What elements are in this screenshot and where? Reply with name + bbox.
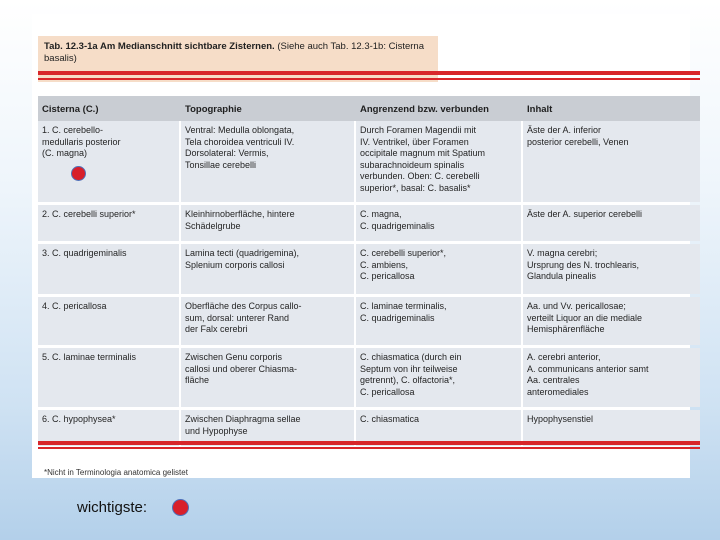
topographie-cell: Zwischen Genu corporis callosi und oberer Chiasma- fläche — [185, 352, 298, 386]
table-body — [38, 121, 700, 451]
column-separator — [521, 297, 523, 345]
cisterna-cell: 1. C. cerebello- medullaris posterior (C. magna) — [42, 125, 121, 159]
cisterna-cell: 2. C. cerebelli superior* — [42, 209, 136, 219]
topographie-cell: Zwischen Diaphragma sellae und Hypophyse — [185, 414, 301, 436]
column-separator — [179, 297, 181, 345]
angrenzend-cell: C. magna, C. quadrigeminalis — [360, 209, 435, 231]
table-row — [38, 121, 700, 202]
table-footnote: *Nicht in Terminologia anatomica gelistet — [44, 468, 188, 477]
column-separator — [179, 121, 181, 202]
column-separator — [521, 348, 523, 407]
cisterna-cell: 3. C. quadrigeminalis — [42, 248, 127, 258]
inhalt-cell: V. magna cerebri; Ursprung des N. trochlearis, Glandula pinealis — [527, 248, 640, 282]
inhalt-cell: A. cerebri anterior, A. communicans anterior samt Aa. centrales anteromediales — [527, 352, 649, 397]
column-separator — [354, 121, 356, 202]
table-row — [38, 348, 700, 407]
angrenzend-cell: C. cerebelli superior*, C. ambiens, C. pericallosa — [360, 248, 447, 282]
bottom-red-rule — [38, 441, 700, 445]
legend-marker-dot — [172, 499, 189, 516]
angrenzend-cell: C. laminae terminalis, C. quadrigeminalis — [360, 301, 447, 323]
angrenzend-cell: C. chiasmatica — [360, 414, 420, 424]
column-separator — [521, 244, 523, 294]
header-angrenzend: Angrenzend bzw. verbunden — [360, 104, 489, 115]
table-row — [38, 244, 700, 294]
table-row — [38, 297, 700, 345]
table-image — [32, 14, 690, 478]
bottom-red-rule-thin — [38, 447, 700, 449]
table-header-row — [38, 96, 700, 121]
column-separator — [179, 244, 181, 294]
header-cisterna: Cisterna (C.) — [42, 104, 99, 115]
topographie-cell: Oberfläche des Corpus callo- sum, dorsal: unterer Rand der Falx cerebri — [185, 301, 302, 335]
column-separator — [521, 205, 523, 241]
column-separator — [179, 205, 181, 241]
topographie-cell: Lamina tecti (quadrigemina), Splenium corporis callosi — [185, 248, 300, 270]
table-title-box — [38, 36, 438, 82]
inhalt-cell: Äste der A. superior cerebelli — [527, 209, 643, 219]
header-inhalt: Inhalt — [527, 104, 553, 115]
topographie-cell: Kleinhirnoberfläche, hintere Schädelgrube — [185, 209, 295, 231]
angrenzend-cell: Durch Foramen Magendii mit IV. Ventrikel, über Foramen occipitale magnum mit Spatium subarachnoideum spinalis verbunden. Oben: C. cerebelli superior*, basal: C. basalis* — [360, 125, 486, 193]
legend-label: wichtigste: — [77, 499, 148, 516]
topographie-cell: Ventral: Medulla oblongata, Tela choroidea ventriculi IV. Dorsolateral: Vermis, Tonsillae cerebelli — [185, 125, 295, 170]
inhalt-cell: Äste der A. inferior posterior cerebelli, Venen — [527, 125, 629, 147]
column-separator — [354, 205, 356, 241]
header-topographie: Topographie — [185, 104, 242, 115]
column-separator — [179, 348, 181, 407]
angrenzend-cell: C. chiasmatica (durch ein Septum von ihr teilweise getrennt), C. olfactoria*, C. pericallosa — [360, 352, 462, 397]
column-separator — [354, 348, 356, 407]
table-title-rest: (Siehe auch Tab. 12.3-1b: Cisterna basalis) — [44, 41, 424, 64]
inhalt-cell: Hypophysenstiel — [527, 414, 594, 424]
table-row — [38, 205, 700, 241]
table-title-bold: Tab. 12.3-1a Am Medianschnitt sichtbare Zisternen. — [44, 41, 275, 52]
column-separator — [521, 121, 523, 202]
column-separator — [354, 297, 356, 345]
importance-marker-dot — [71, 166, 86, 181]
column-separator — [354, 244, 356, 294]
top-red-rule-thin — [38, 78, 700, 80]
top-red-rule — [38, 71, 700, 75]
inhalt-cell: Aa. und Vv. pericallosae; verteilt Liquor an die mediale Hemisphärenfläche — [527, 301, 643, 335]
cisterna-cell: 6. C. hypophysea* — [42, 414, 116, 424]
cisterna-cell: 5. C. laminae terminalis — [42, 352, 137, 362]
cisterna-cell: 4. C. pericallosa — [42, 301, 107, 311]
